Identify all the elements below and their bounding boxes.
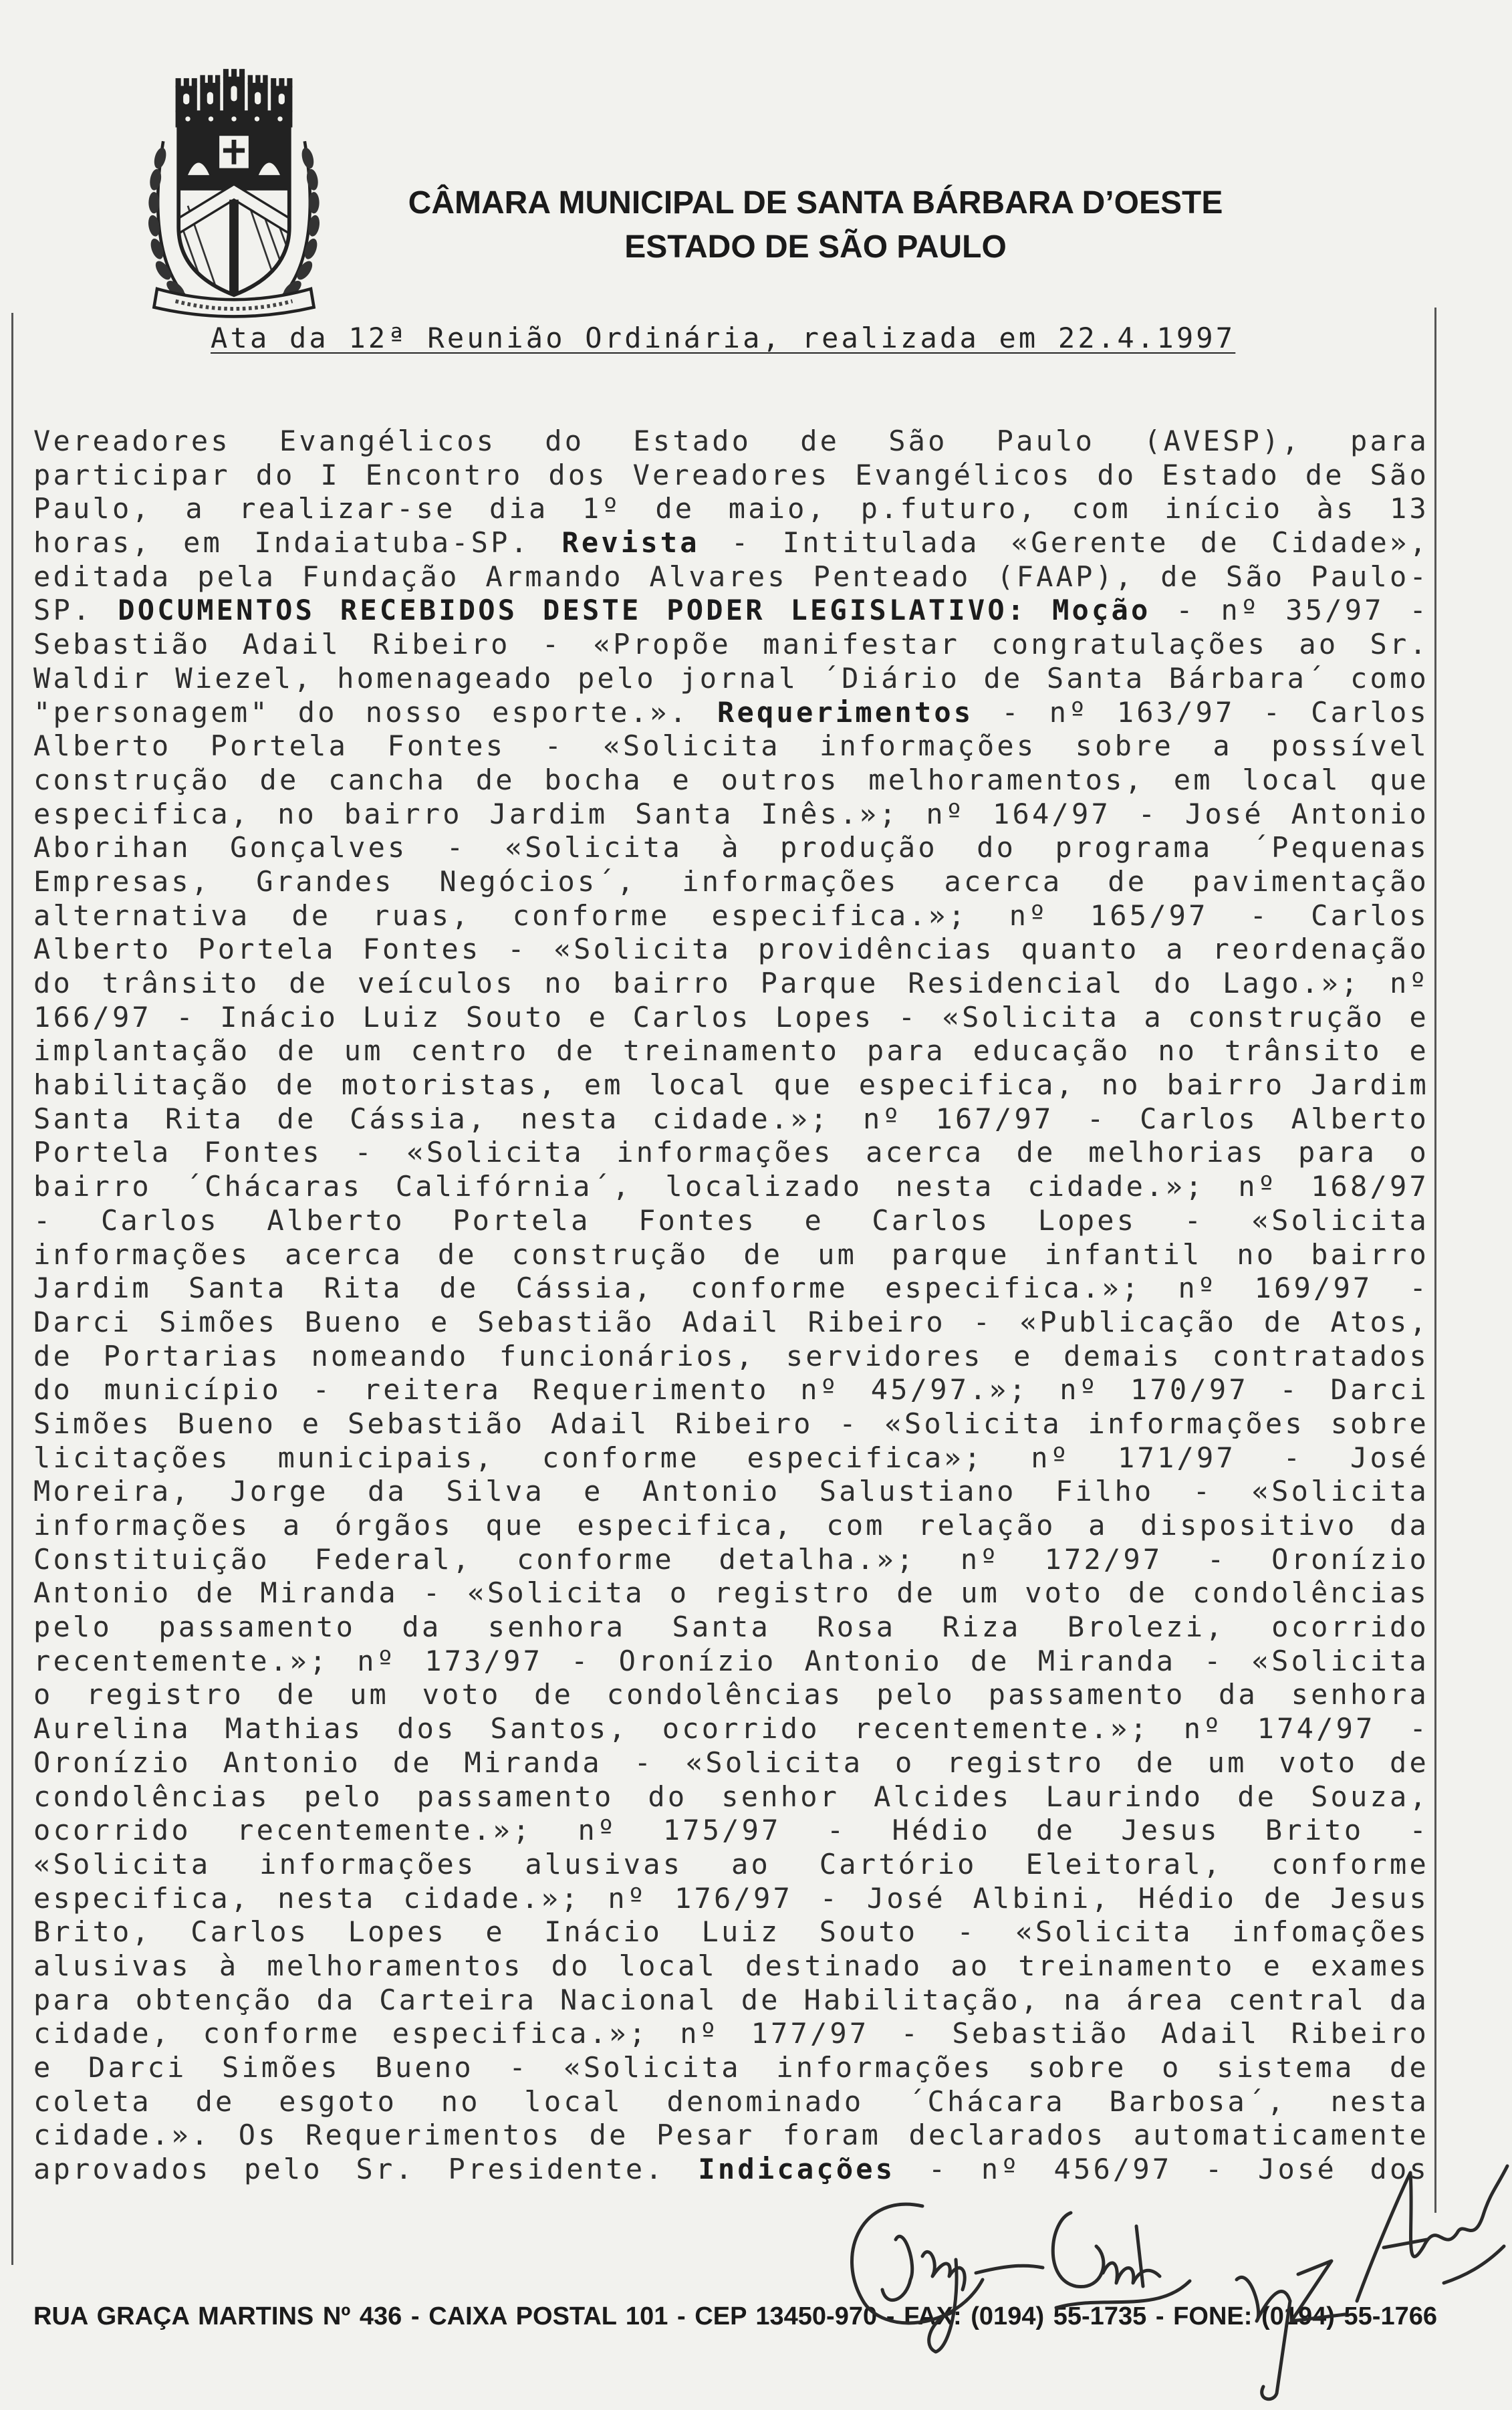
body-line: [33, 831, 1429, 865]
body-line: [33, 1882, 1429, 1916]
body-line: [33, 560, 1429, 594]
signature: [852, 2204, 1043, 2352]
body-text-block: [33, 425, 1429, 2187]
chamber-name: CÂMARA MUNICIPAL DE SANTA BÁRBARA D’OESTE: [408, 185, 1223, 221]
body-text: para obtenção da Carteira Nacional de Habilitação, na área central da: [33, 1983, 1429, 2016]
body-text: pelo passamento da senhora Santa Rosa Riza Brolezi, ocorrido: [33, 1610, 1429, 1644]
body-text: recentemente.»; nº 173/97 - Oronízio Antonio de Miranda - «Solicita: [33, 1644, 1429, 1677]
body-text: aprovados pelo Sr. Presidente.: [33, 2153, 699, 2186]
body-text: Antonio de Miranda - «Solicita o registro de um voto de condolências: [33, 1576, 1429, 1610]
body-line: [33, 1407, 1429, 1441]
body-line: [33, 425, 1429, 459]
body-text: informações acerca de construção de um parque infantil no bairro: [33, 1237, 1429, 1271]
body-text: - nº 163/97 - Carlos: [973, 695, 1430, 729]
signatures: [822, 2146, 1512, 2407]
left-margin-rule: [11, 313, 13, 2265]
body-line: [33, 899, 1429, 933]
body-text: Aurelina Mathias dos Santos, ocorrido recentemente.»; nº 174/97 -: [33, 1712, 1429, 1745]
body-line: [33, 1034, 1429, 1068]
body-line: [33, 1780, 1429, 1814]
signature: [1053, 2213, 1190, 2308]
body-text: habilitação de motoristas, em local que especifica, no bairro Jardim: [33, 1068, 1429, 1102]
signature: [1237, 2261, 1345, 2399]
body-text: Constituição Federal, conforme detalha.»; nº 172/97 - Oronízio: [33, 1542, 1429, 1576]
state-name: ESTADO DE SÃO PAULO: [624, 229, 1007, 265]
bold-heading: Indicações: [698, 2153, 896, 2186]
body-line: [33, 1712, 1429, 1746]
body-text: Simões Bueno e Sebastião Adail Ribeiro - «Solicita informações sobre: [33, 1407, 1429, 1440]
body-text: Aborihan Gonçalves - «Solicita à produção do programa ´Pequenas: [33, 831, 1429, 864]
body-line: [33, 526, 1429, 560]
body-text: do trânsito de veículos no bairro Parque Residencial do Lago.»; nº: [33, 967, 1429, 999]
body-text: Alberto Portela Fontes - «Solicita providências quanto a reordenação: [33, 933, 1429, 966]
body-line: [33, 492, 1429, 526]
body-text: Portela Fontes - «Solicita informações acerca de melhorias para o: [33, 1136, 1429, 1169]
body-line: [33, 1848, 1429, 1882]
body-text: Alberto Portela Fontes - «Solicita informações sobre a possível: [33, 729, 1429, 763]
body-line: [33, 1272, 1429, 1306]
body-text: alusivas à melhoramentos do local destinado ao treinamento e exames: [33, 1949, 1429, 1982]
body-text: coleta de esgoto no local denominado ´Chácara Barbosa´, nesta: [33, 2084, 1429, 2118]
body-line: [33, 1306, 1429, 1340]
body-text: horas, em Indaiatuba-SP.: [33, 526, 562, 560]
body-text: Jardim Santa Rita de Cássia, conforme especifica.»; nº 169/97 -: [33, 1272, 1429, 1305]
body-text: informações a órgãos que especifica, com relação a dispositivo da: [33, 1509, 1429, 1542]
body-text: cidade.». Os Requerimentos de Pesar foram declarados automaticamente: [33, 2119, 1429, 2152]
body-text: Santa Rita de Cássia, nesta cidade.»; nº 167/97 - Carlos Alberto: [33, 1102, 1429, 1135]
body-text: Empresas, Grandes Negócios´, informações acerca de pavimentação: [33, 864, 1429, 898]
body-line: [33, 459, 1429, 493]
body-text: "personagem" do nosso esporte.».: [33, 695, 718, 729]
body-line: [33, 1814, 1429, 1848]
body-text: Moreira, Jorge da Silva e Antonio Salustiano Filho - «Solicita: [33, 1475, 1429, 1508]
body-line: [33, 1136, 1429, 1170]
body-text: implantação de um centro de treinamento para educação no trânsito e: [33, 1034, 1429, 1068]
body-line: [33, 1170, 1429, 1204]
body-line: [33, 729, 1429, 763]
body-text: Oronízio Antonio de Miranda - «Solicita o registro de um voto de: [33, 1745, 1429, 1779]
body-line: [33, 1340, 1429, 1374]
body-line: [33, 1610, 1429, 1645]
right-margin-rule: [1434, 308, 1436, 2213]
body-text: alternativa de ruas, conforme especifica.»; nº 165/97 - Carlos: [33, 898, 1429, 932]
body-line: [33, 1746, 1429, 1780]
address-footer: RUA GRAÇA MARTINS Nº 436 - CAIXA POSTAL 101 - CEP 13450-970 - FAX: (0194) 55-1735 - FONE: (0194) 55-1766: [33, 2302, 1437, 2330]
body-text: SP.: [33, 594, 118, 627]
body-line: [33, 2017, 1429, 2051]
body-line: [33, 1645, 1429, 1679]
body-text: construção de cancha de bocha e outros melhoramentos, em local que: [33, 763, 1429, 796]
body-line: [33, 763, 1429, 798]
body-text: de Portarias nomeando funcionários, servidores e demais contratados: [33, 1339, 1429, 1372]
body-line: [33, 1576, 1429, 1610]
body-line: [33, 1373, 1429, 1407]
body-text: participar do I Encontro dos Vereadores Evangélicos do Estado de São: [33, 458, 1429, 491]
coat-of-arms-logo: [142, 64, 326, 318]
body-line: [33, 933, 1429, 967]
signature: [1357, 2166, 1507, 2301]
body-line: [33, 1001, 1429, 1035]
body-line: [33, 1441, 1429, 1475]
body-text: especifica, no bairro Jardim Santa Inês.»; nº 164/97 - José Antonio: [33, 797, 1429, 830]
body-text: Sebastião Adail Ribeiro - «Propõe manifestar congratulações ao Sr.: [33, 628, 1429, 661]
body-text: Brito, Carlos Lopes e Inácio Luiz Souto - «Solicita infomações: [33, 1915, 1429, 1949]
body-text: Darci Simões Bueno e Sebastião Adail Ribeiro - «Publicação de Atos,: [33, 1305, 1429, 1338]
body-line: [33, 2085, 1429, 2119]
body-text: editada pela Fundação Armando Alvares Penteado (FAAP), de São Paulo-: [33, 560, 1429, 593]
body-line: [33, 798, 1429, 832]
body-line: [33, 1983, 1429, 2018]
body-line: [33, 865, 1429, 899]
body-text: o registro de um voto de condolências pelo passamento da senhora: [33, 1678, 1429, 1711]
body-text: «Solicita informações alusivas ao Cartório Eleitoral, conforme: [33, 1847, 1429, 1881]
shield: [163, 129, 305, 295]
body-text: Vereadores Evangélicos do Estado de São Paulo (AVESP), para: [33, 425, 1429, 457]
body-line: [33, 967, 1429, 1001]
body-line: [33, 1949, 1429, 1983]
body-line: [33, 1475, 1429, 1509]
bold-heading: DOCUMENTOS RECEBIDOS DESTE PODER LEGISLATIVO: Moção: [118, 594, 1151, 627]
body-line: [33, 1543, 1429, 1577]
body-text: e Darci Simões Bueno - «Solicita informações sobre o sistema de: [33, 2051, 1429, 2084]
body-text: 166/97 - Inácio Luiz Souto e Carlos Lopes - «Solicita a construção e: [33, 1000, 1429, 1034]
body-text: Waldir Wiezel, homenageado pelo jornal ´Diário de Santa Bárbara´ como: [33, 661, 1429, 695]
body-line: [33, 696, 1429, 730]
body-text: Paulo, a realizar-se dia 1º de maio, p.futuro, com início às 13: [33, 492, 1429, 525]
body-text: licitações municipais, conforme especifica»; nº 171/97 - José: [33, 1441, 1429, 1474]
body-text: do município - reitera Requerimento nº 45/97.»; nº 170/97 - Darci: [33, 1373, 1429, 1407]
body-line: [33, 1068, 1429, 1102]
body-text: ocorrido recentemente.»; nº 175/97 - Hédio de Jesus Brito -: [33, 1814, 1429, 1847]
body-line: [33, 1102, 1429, 1136]
body-text: bairro ´Chácaras Califórnia´, localizado nesta cidade.»; nº 168/97: [33, 1170, 1429, 1203]
body-text: - nº 456/97 - José dos: [895, 2153, 1429, 2186]
body-line: [33, 1678, 1429, 1712]
body-line: [33, 1204, 1429, 1238]
body-line: [33, 1915, 1429, 1949]
body-line: [33, 628, 1429, 662]
body-line: [33, 662, 1429, 696]
body-line: [33, 2051, 1429, 2085]
body-line: [33, 1238, 1429, 1272]
body-line: [33, 594, 1429, 628]
body-text: cidade, conforme especifica.»; nº 177/97 - Sebastião Adail Ribeiro: [33, 2017, 1429, 2050]
body-text: - Intitulada «Gerente de Cidade»,: [699, 526, 1430, 560]
body-text: - Carlos Alberto Portela Fontes e Carlos Lopes - «Solicita: [33, 1203, 1429, 1237]
bold-heading: Requerimentos: [717, 695, 974, 729]
bold-heading: Revista: [561, 526, 700, 560]
body-text: condolências pelo passamento do senhor Alcides Laurindo de Souza,: [33, 1780, 1429, 1813]
body-line: [33, 1509, 1429, 1543]
minutes-title: Ata da 12ª Reunião Ordinária, realizada em 22.4.1997: [211, 322, 1236, 354]
mural-crown: [176, 69, 293, 127]
body-text: especifica, nesta cidade.»; nº 176/97 - José Albini, Hédio de Jesus: [33, 1881, 1429, 1915]
body-text: - nº 35/97 -: [1150, 594, 1430, 627]
